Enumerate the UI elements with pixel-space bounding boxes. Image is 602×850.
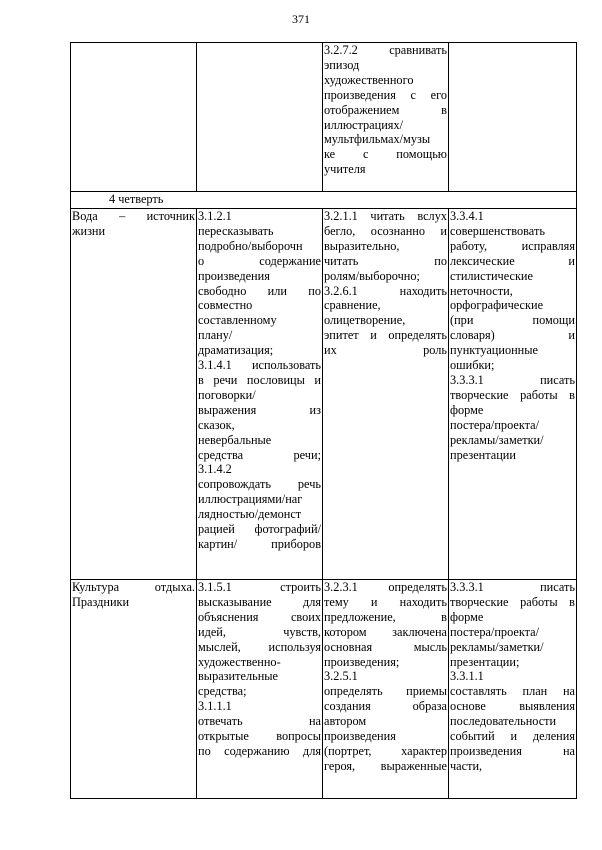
cell-line: 3.2.5.1 xyxy=(324,669,358,684)
listening-speaking-cell xyxy=(197,209,323,580)
cell-line: в речи пословицы и xyxy=(198,372,321,387)
cell-line: выразительно, xyxy=(324,238,400,253)
cell-line: средства; xyxy=(198,684,247,699)
cell-line: ке с помощью xyxy=(324,147,447,162)
cell-line: совершенствовать xyxy=(450,223,545,238)
cell-line: стилистические xyxy=(450,268,533,283)
quarter-label: 4 четверть xyxy=(71,192,577,209)
cell-line: картин/ приборов xyxy=(198,536,321,551)
cell-line: ошибки; xyxy=(450,358,495,373)
cell-line: открытые вопросы xyxy=(198,729,321,744)
cell-line: иллюстрациях/ xyxy=(324,117,404,132)
cell-line: пересказывать xyxy=(198,223,274,238)
cell-line: определять приемы xyxy=(324,684,447,699)
cell-line: орфографические xyxy=(450,298,544,313)
cell-line: последовательности xyxy=(450,714,557,729)
cell-line: 3.1.4.2 xyxy=(198,462,232,477)
cell-line: читать по xyxy=(324,253,447,268)
cell-line: (портрет, характер xyxy=(324,743,447,758)
cell-line: творческие работы в xyxy=(450,387,575,402)
cell-line: учителя xyxy=(324,162,366,177)
cell-line: части, xyxy=(450,758,483,773)
cell-line: презентации; xyxy=(450,654,520,669)
writing-cell xyxy=(449,209,577,580)
cell-line: автором xyxy=(324,714,367,729)
cell-line: свободно или по xyxy=(198,283,321,298)
topic-cell xyxy=(71,209,197,580)
cell-line: произведения с его xyxy=(324,87,447,102)
cell-line: о содержание xyxy=(198,253,321,268)
cell-line: рекламы/заметки/ xyxy=(450,432,544,447)
cell-line: форме xyxy=(450,609,484,624)
cell-line: 3.1.4.1 использовать xyxy=(198,358,321,373)
cell-line: лексические и xyxy=(450,253,575,268)
cell-line: Праздники xyxy=(72,594,130,609)
cell-line: постера/проекта/ xyxy=(450,417,540,432)
writing-cell xyxy=(449,580,577,799)
reading-cell xyxy=(323,43,449,192)
cell-line: идей, чувств, xyxy=(198,624,321,639)
cell-line: 3.3.1.1 xyxy=(450,669,484,684)
cell-line: Вода – источник xyxy=(72,209,195,223)
cell-line: рекламы/заметки/ xyxy=(450,639,544,654)
cell-line: сказок, xyxy=(198,417,235,432)
cell-line: форме xyxy=(450,402,484,417)
cell-line: жизни xyxy=(72,223,106,238)
cell-line: создания образа xyxy=(324,699,447,714)
cell-line: мультфильмах/музы xyxy=(324,132,431,147)
cell-line: отвечать на xyxy=(198,714,321,729)
cell-line: драматизация; xyxy=(198,343,274,358)
cell-line: художественного xyxy=(324,72,414,87)
cell-line: подробно/выборочн xyxy=(198,238,303,253)
cell-line: произведения; xyxy=(324,654,400,669)
cell-line: пунктуационные xyxy=(450,343,538,358)
cell-line: составлять план на xyxy=(450,684,575,699)
cell-line: презентации xyxy=(450,447,516,462)
cell-line: предложение, в xyxy=(324,609,447,624)
cell-line: выразительные xyxy=(198,669,278,684)
cell-line: выражения из xyxy=(198,402,321,417)
reading-cell xyxy=(323,580,449,799)
cell-line: 3.1.2.1 xyxy=(198,209,232,223)
cell-line: событий и деления xyxy=(450,729,575,744)
cell-line: тему и находить xyxy=(324,594,447,609)
cell-line: творческие работы в xyxy=(450,594,575,609)
cell-line: работу, исправляя xyxy=(450,238,575,253)
cell-line: сопровождать речь xyxy=(198,477,321,492)
cell-line: плану/ xyxy=(198,328,233,343)
cell-line: эпитет и определять xyxy=(324,328,447,343)
topic-cell xyxy=(71,580,197,799)
cell-line: рацией фотографий/ xyxy=(198,522,321,537)
cell-line: основная мысль xyxy=(324,639,447,654)
cell-line: Культура отдыха. xyxy=(72,580,195,594)
cell-line: произведения на xyxy=(450,743,575,758)
cell-line: 3.2.6.1 находить xyxy=(324,283,447,298)
cell-line: словаря) и xyxy=(450,328,575,343)
cell-line: героя, выраженные xyxy=(324,758,447,773)
cell-line: лядностью/демонст xyxy=(198,507,302,522)
cell-line: основе выявления xyxy=(450,699,575,714)
cell-line: произведения xyxy=(198,268,270,283)
cell-line: 3.2.3.1 определять xyxy=(324,580,447,594)
cell-line: художественно- xyxy=(198,654,281,669)
cell-line: средства речи; xyxy=(198,447,321,462)
cell-line: эпизод xyxy=(324,57,360,72)
reading-cell xyxy=(323,209,449,580)
cell-line: сравнение, xyxy=(324,298,381,313)
cell-line: их роль xyxy=(324,343,447,358)
cell-line: невербальные xyxy=(198,432,272,447)
cell-line: бегло, осознанно и xyxy=(324,223,447,238)
listening-speaking-cell xyxy=(197,580,323,799)
table-row xyxy=(71,43,577,192)
cell-line: поговорки/ xyxy=(198,387,256,402)
cell-line: 3.3.3.1 писать xyxy=(450,580,575,594)
cell-line: 3.1.1.1 xyxy=(198,699,232,714)
page-number: 371 xyxy=(292,12,310,26)
cell-line: совместно xyxy=(198,298,253,313)
topic-cell xyxy=(71,43,197,192)
cell-line: 3.3.3.1 писать xyxy=(450,372,575,387)
cell-line: иллюстрациями/наг xyxy=(198,492,303,507)
cell-line: 3.1.5.1 строить xyxy=(198,580,321,594)
cell-line: по содержанию для xyxy=(198,743,321,758)
cell-line: отображением в xyxy=(324,102,447,117)
cell-line: 3.3.4.1 xyxy=(450,209,484,223)
writing-cell xyxy=(449,43,577,192)
cell-line: мыслей, используя xyxy=(198,639,321,654)
curriculum-table xyxy=(70,42,577,799)
cell-line: (при помощи xyxy=(450,313,575,328)
cell-line: высказывание для xyxy=(198,594,321,609)
cell-line: котором заключена xyxy=(324,624,447,639)
cell-line: 3.2.1.1 читать вслух xyxy=(324,209,447,223)
table-row xyxy=(71,580,577,799)
cell-line: составленному xyxy=(198,313,277,328)
cell-line: объяснения своих xyxy=(198,609,321,624)
cell-line: ролям/выборочно; xyxy=(324,268,420,283)
cell-line: неточности, xyxy=(450,283,513,298)
table-row xyxy=(71,209,577,580)
table-row-quarter xyxy=(71,192,577,209)
listening-speaking-cell xyxy=(197,43,323,192)
cell-line: олицетворение, xyxy=(324,313,406,328)
cell-line: постера/проекта/ xyxy=(450,624,540,639)
cell-line: 3.2.7.2 сравнивать xyxy=(324,43,447,57)
cell-line: произведения xyxy=(324,729,396,744)
